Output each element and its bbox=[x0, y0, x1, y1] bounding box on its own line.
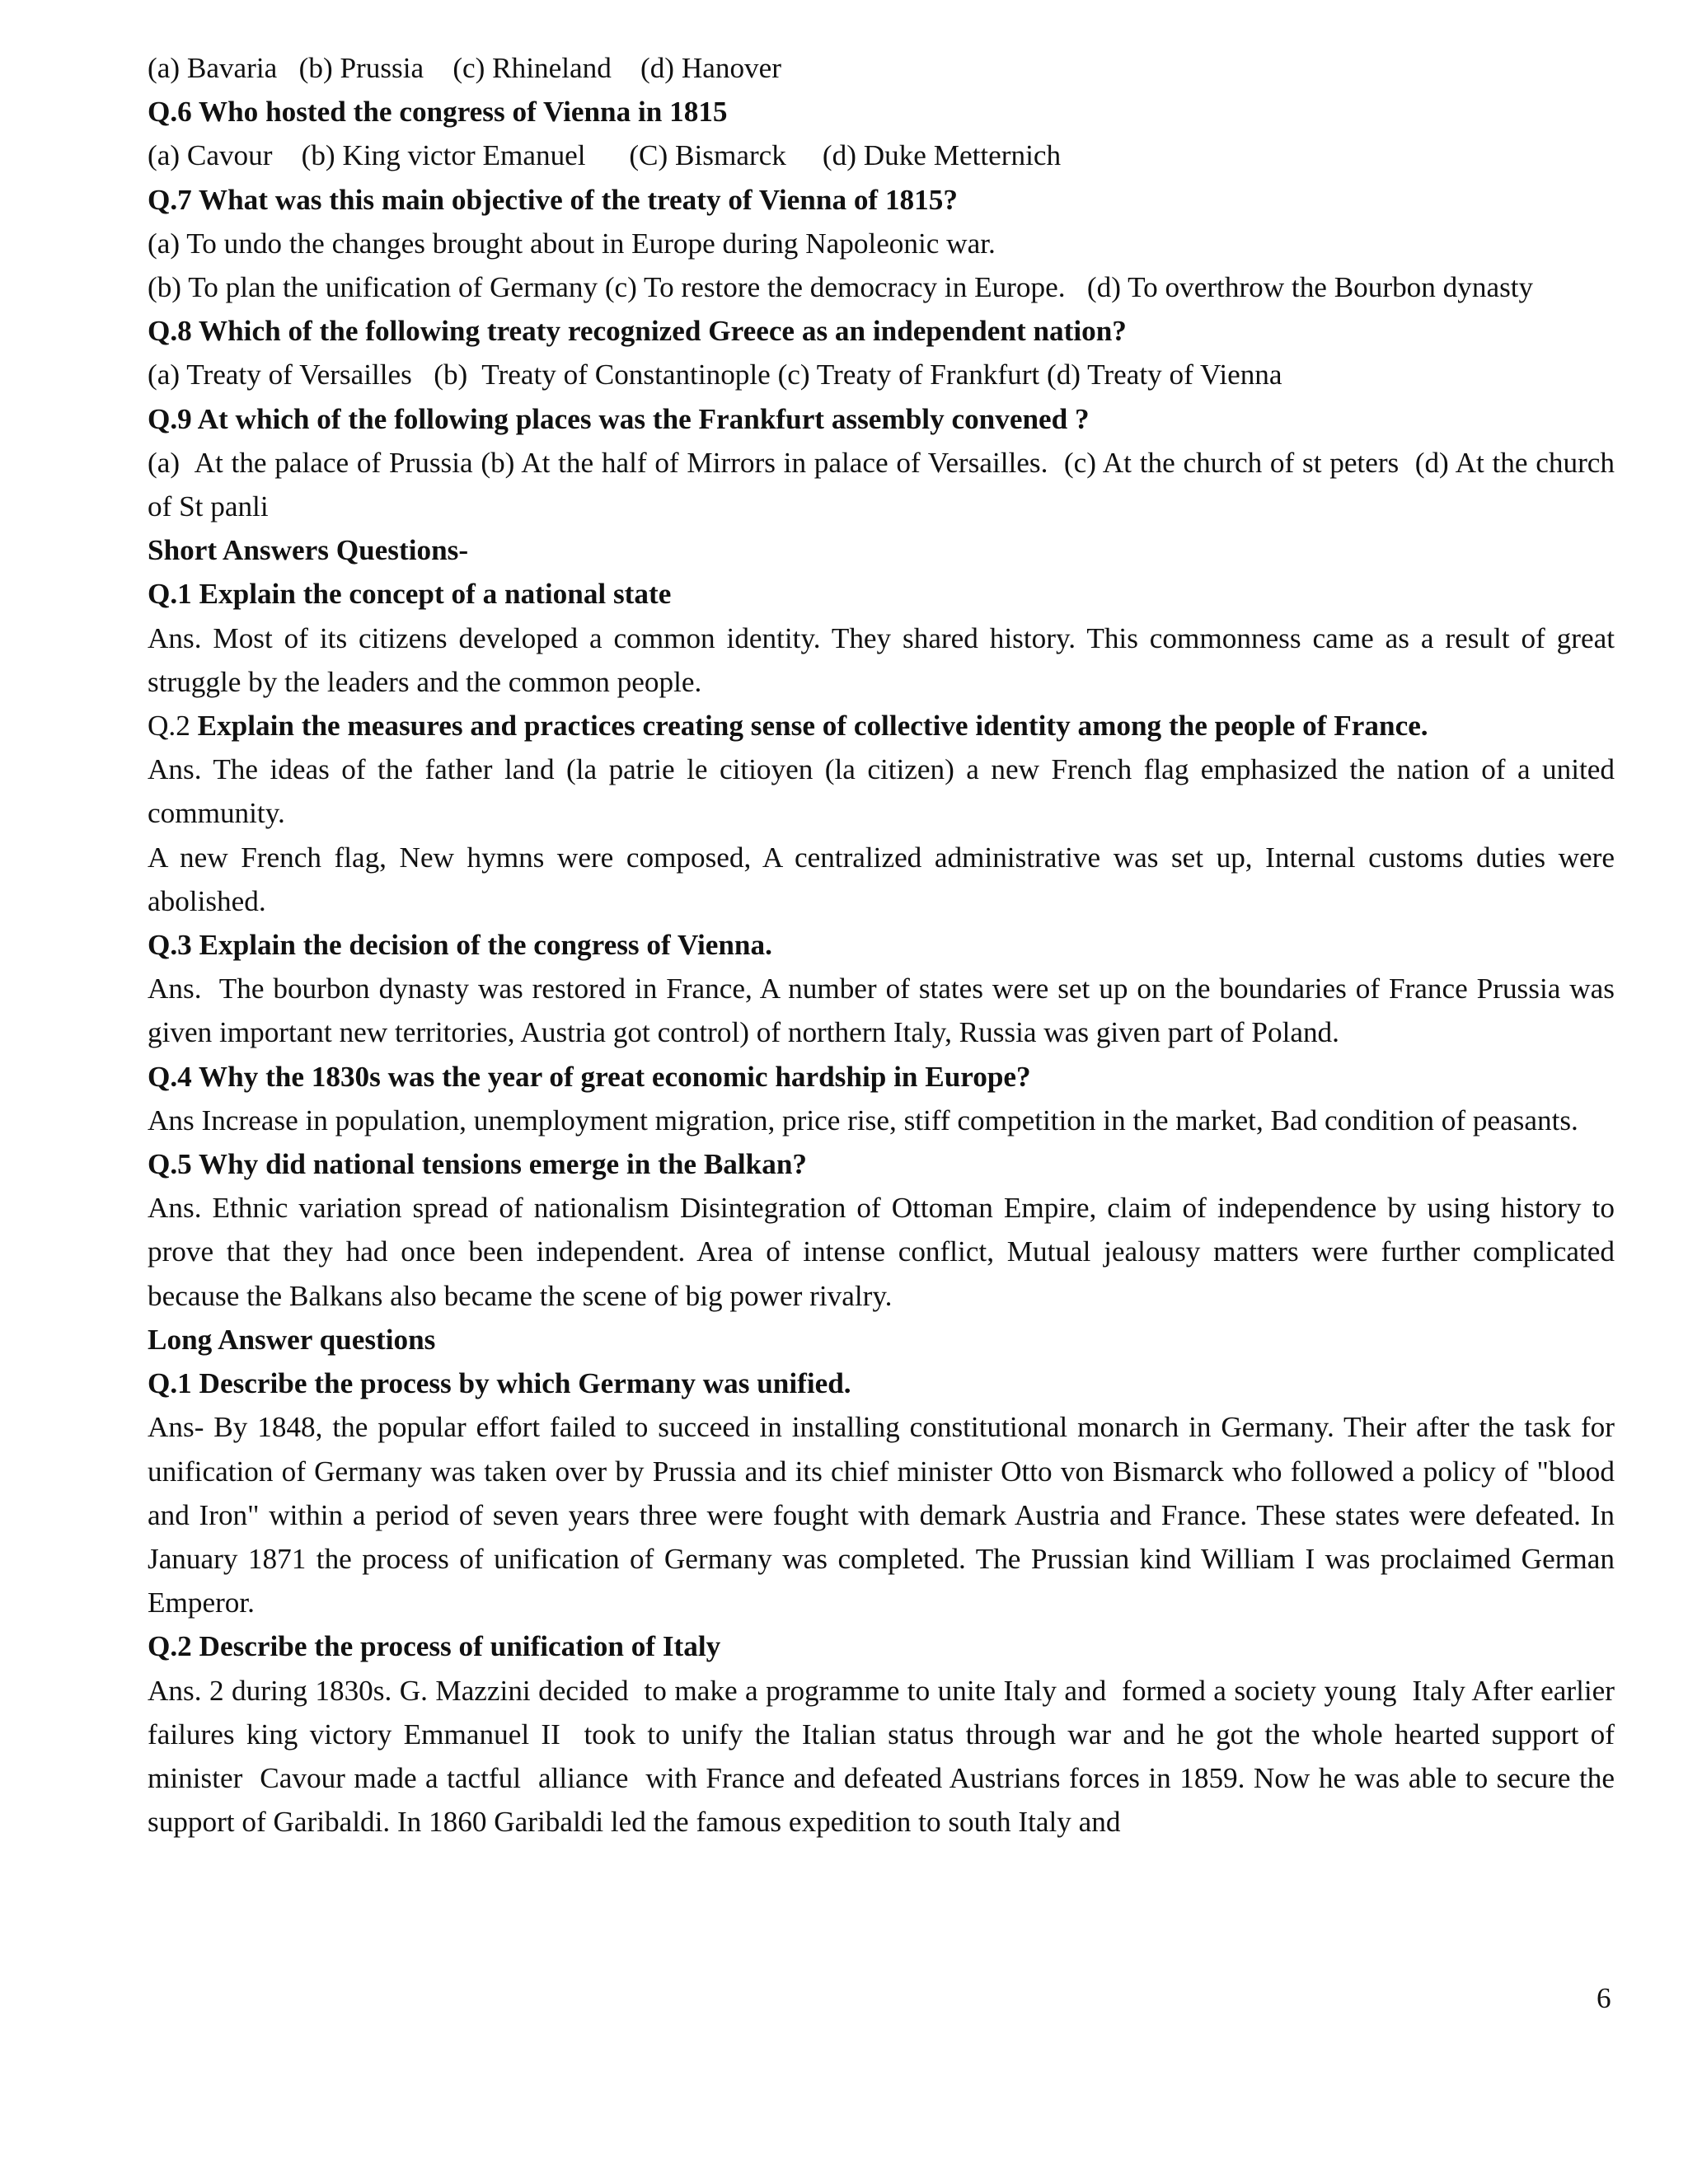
q7-options-b-d: (b) To plan the unification of Germany (c) To restore the democracy in Europe. (d) To overthrow the Bourbon dynasty bbox=[148, 271, 1534, 304]
q6-options: (a) Cavour (b) King victor Emanuel (C) Bismarck (d) Duke Metternich bbox=[148, 139, 1062, 172]
long-answer-2: Ans. 2 during 1830s. G. Mazzini decided to make a programme to unite Italy and formed a society young Italy After earlier failures king victory Emmanuel II took to unify the Italian status through war and he got the whole hearted support of minister Cavour made a tactful alliance with France and defeated Austrians forces in 1859. Now he was able to secure the support of Garibaldi. In 1860 Garibaldi led the famous expedition to south Italy and bbox=[148, 1674, 1629, 1839]
short-question-1: Q.1 Explain the concept of a national state bbox=[148, 578, 672, 611]
long-question-1: Q.1 Describe the process by which Germany was unified. bbox=[148, 1367, 851, 1400]
question-6: Q.6 Who hosted the congress of Vienna in 1815 bbox=[148, 96, 728, 129]
short-question-2 bbox=[148, 704, 1615, 748]
short-question-5: Q.5 Why did national tensions emerge in the Balkan? bbox=[148, 1148, 807, 1181]
long-question-2: Q.2 Describe the process of unification of Italy bbox=[148, 1630, 721, 1663]
short-answer-3: Ans. The bourbon dynasty was restored in France, A number of states were set up on the boundaries of France Prussia was given important new territories, Austria got control) of northern Italy, Russia was given part of Poland. bbox=[148, 972, 1622, 1049]
question-7: Q.7 What was this main objective of the treaty of Vienna of 1815? bbox=[148, 183, 958, 216]
question-9: Q.9 At which of the following places was the Frankfurt assembly convened ? bbox=[148, 402, 1090, 435]
short-question-3: Q.3 Explain the decision of the congress of Vienna. bbox=[148, 929, 772, 962]
question-8: Q.8 Which of the following treaty recognized Greece as an independent nation? bbox=[148, 315, 1127, 348]
short-answer-2a: Ans. The ideas of the father land (la patrie le citioyen (la citizen) a new French flag emphasized the nation of a united community. bbox=[148, 753, 1615, 830]
long-answer-1: Ans- By 1848, the popular effort failed to succeed in installing constitutional monarch in Germany. Their after the task for unification of Germany was taken over by Prussia and its chief minister Otto von Bismarck who followed a policy of "blood and Iron" within a period of seven years three were fought with demark Austria and France. These states were defeated. In January 1871 the process of unification of Germany was completed. The Prussian kind William I was proclaimed German Emperor. bbox=[148, 1411, 1615, 1619]
q9-options: (a) At the palace of Prussia (b) At the half of Mirrors in palace of Versailles. (c) At the church of st peters (d) At the church of St panli bbox=[148, 446, 1622, 523]
short-answer-5: Ans. Ethnic variation spread of nationalism Disintegration of Ottoman Empire, claim of independence by using history to prove that they had once been independent. Area of intense conflict, Mutual jealousy matters were further complicated because the Balkans also became the scene of big power rivalry. bbox=[148, 1192, 1615, 1312]
long-answers-heading: Long Answer questions bbox=[148, 1323, 436, 1356]
short-answers-heading: Short Answers Questions- bbox=[148, 534, 469, 567]
short-answer-1: Ans. Most of its citizens developed a common identity. They shared history. This commonness came as a result of great struggle by the leaders and the common people. bbox=[148, 621, 1615, 698]
q5-options: (a) Bavaria (b) Prussia (c) Rhineland (d) Hanover bbox=[148, 52, 781, 84]
page-number: 6 bbox=[1597, 1982, 1611, 2014]
document-page bbox=[148, 46, 1629, 1844]
short-question-2-number: Q.2 bbox=[148, 710, 198, 743]
q7-option-a: (a) To undo the changes brought about in Europe during Napoleonic war. bbox=[148, 227, 996, 260]
short-question-4: Q.4 Why the 1830s was the year of great economic hardship in Europe? bbox=[148, 1060, 1031, 1093]
short-answer-2b: A new French flag, New hymns were composed, A centralized administrative was set up, Internal customs duties were abolished. bbox=[148, 841, 1615, 917]
q8-options: (a) Treaty of Versailles (b) Treaty of Constantinople (c) Treaty of Frankfurt (d) Treaty of Vienna bbox=[148, 359, 1282, 391]
short-question-2-text: Explain the measures and practices creating sense of collective identity among the people of France. bbox=[197, 710, 1428, 743]
short-answer-4: Ans Increase in population, unemployment migration, price rise, stiff competition in the market, Bad condition of peasants. bbox=[148, 1104, 1578, 1137]
